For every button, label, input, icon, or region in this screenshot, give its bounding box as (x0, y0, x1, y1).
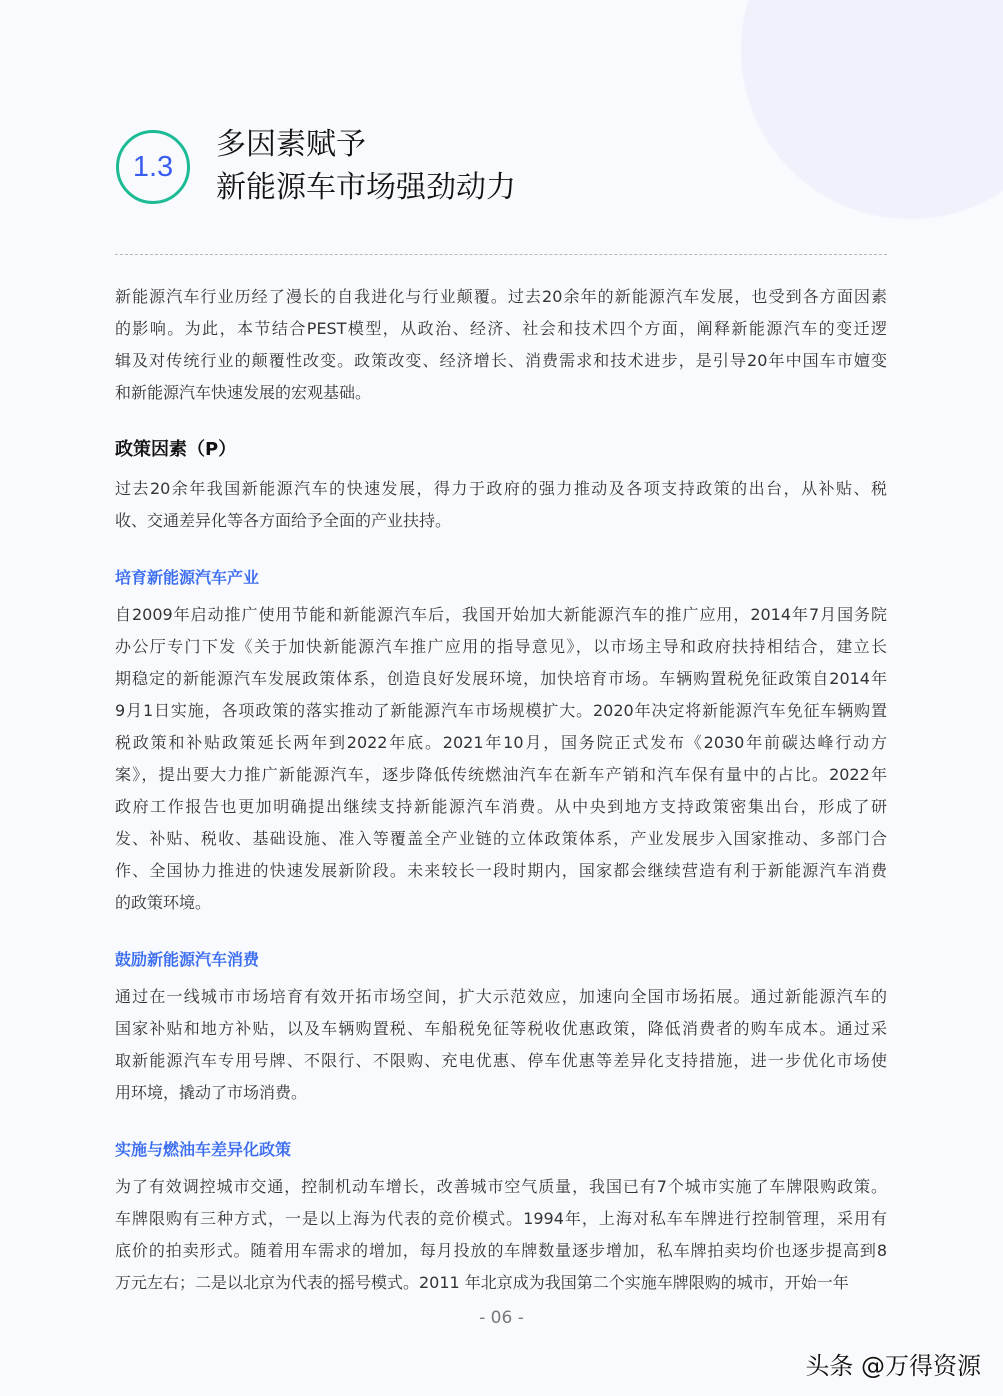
intro-line: 和新能源汽车快速发展的宏观基础。 (115, 383, 372, 402)
subheading-differentiated-policy: 实施与燃油车差异化政策 (115, 1140, 292, 1159)
intro-line: 辑及对传统行业的颠覆性改变。政策改变、经济增长、消费需求和技术进步，是引导20年中国车市嬗变 (115, 351, 887, 370)
watermark: 头条 @万得资源 (805, 1352, 981, 1380)
subheading-encourage-consumption: 鼓励新能源汽车消费 (115, 950, 260, 969)
section-title-line2: 新能源车市场强劲动力 (216, 170, 516, 205)
sub2-line: 通过在一线城市市场培育有效开拓市场空间，扩大示范效应，加速向全国市场拓展。通过新能源汽车的 (115, 987, 887, 1006)
sub2-line: 取新能源汽车专用号牌、不限行、不限购、充电优惠、停车优惠等差异化支持措施，进一步优化市场使 (115, 1051, 887, 1070)
sub3-line: 车牌限购有三种方式，一是以上海为代表的竞价模式。1994年，上海对私车车牌进行控制管理，采用有 (115, 1209, 887, 1228)
sub1-line: 期稳定的新能源汽车发展政策体系，创造良好发展环境，加快培育市场。车辆购置税免征政策自2014年 (115, 669, 887, 688)
sub1-line: 发、补贴、税收、基础设施、准入等覆盖全产业链的立体政策体系，产业发展步入国家推动、多部门合 (115, 829, 887, 848)
sub2-line: 用环境，撬动了市场消费。 (115, 1083, 308, 1102)
sub3-line: 底价的拍卖形式。随着用车需求的增加，每月投放的车牌数量逐步增加，私车牌拍卖均价也逐步提高到8 (115, 1241, 887, 1260)
page-number: - 06 - (479, 1308, 524, 1328)
sub1-line: 9月1日实施，各项政策的落实推动了新能源汽车市场规模扩大。2020年决定将新能源汽车免征车辆购置 (115, 701, 887, 720)
sub1-line: 自2009年启动推广使用节能和新能源汽车后，我国开始加大新能源汽车的推广应用，2014年7月国务院 (115, 605, 887, 624)
sub1-line: 的政策环境。 (115, 893, 212, 912)
sub1-line: 政府工作报告也更加明确提出继续支持新能源汽车消费。从中央到地方支持政策密集出台，形成了研 (115, 797, 887, 816)
intro-line: 新能源汽车行业历经了漫长的自我进化与行业颠覆。过去20余年的新能源汽车发展，也受到各方面因素 (115, 287, 887, 306)
dotted-divider (115, 254, 887, 255)
policy-heading: 政策因素（P） (115, 439, 237, 460)
subheading-cultivate-industry: 培育新能源汽车产业 (115, 568, 260, 587)
body-content (115, 281, 887, 1299)
sub1-line: 作、全国协力推进的快速发展新阶段。未来较长一段时期内，国家都会继续营造有利于新能源汽车消费 (115, 861, 887, 880)
sub1-line: 案》，提出要大力推广新能源汽车，逐步降低传统燃油汽车在新车产销和汽车保有量中的占比。2022年 (115, 765, 887, 784)
sub1-line: 办公厅专门下发《关于加快新能源汽车推广应用的指导意见》，以市场主导和政府扶持相结合，建立长 (115, 637, 887, 656)
intro-line: 的影响。为此，本节结合PEST模型，从政治、经济、社会和技术四个方面，阐释新能源汽车的变迁逻 (115, 319, 887, 338)
policy-line: 收、交通差异化等各方面给予全面的产业扶持。 (115, 511, 452, 530)
section-number: 1.3 (132, 150, 174, 183)
sub3-line: 万元左右；二是以北京为代表的摇号模式。2011 年北京成为我国第二个实施车牌限购的城市，开始一年 (115, 1273, 849, 1292)
sub3-line: 为了有效调控城市交通，控制机动车增长，改善城市空气质量，我国已有7个城市实施了车牌限购政策。 (115, 1177, 887, 1196)
section-title-line1: 多因素赋予 (216, 127, 366, 162)
policy-line: 过去20余年我国新能源汽车的快速发展，得力于政府的强力推动及各项支持政策的出台，从补贴、税 (115, 479, 887, 498)
sub1-line: 税政策和补贴政策延长两年到2022年底。2021年10月，国务院正式发布《2030年前碳达峰行动方 (115, 733, 887, 752)
section-number-badge (116, 130, 190, 204)
sub2-line: 国家补贴和地方补贴，以及车辆购置税、车船税免征等税收优惠政策，降低消费者的购车成本。通过采 (115, 1019, 887, 1038)
